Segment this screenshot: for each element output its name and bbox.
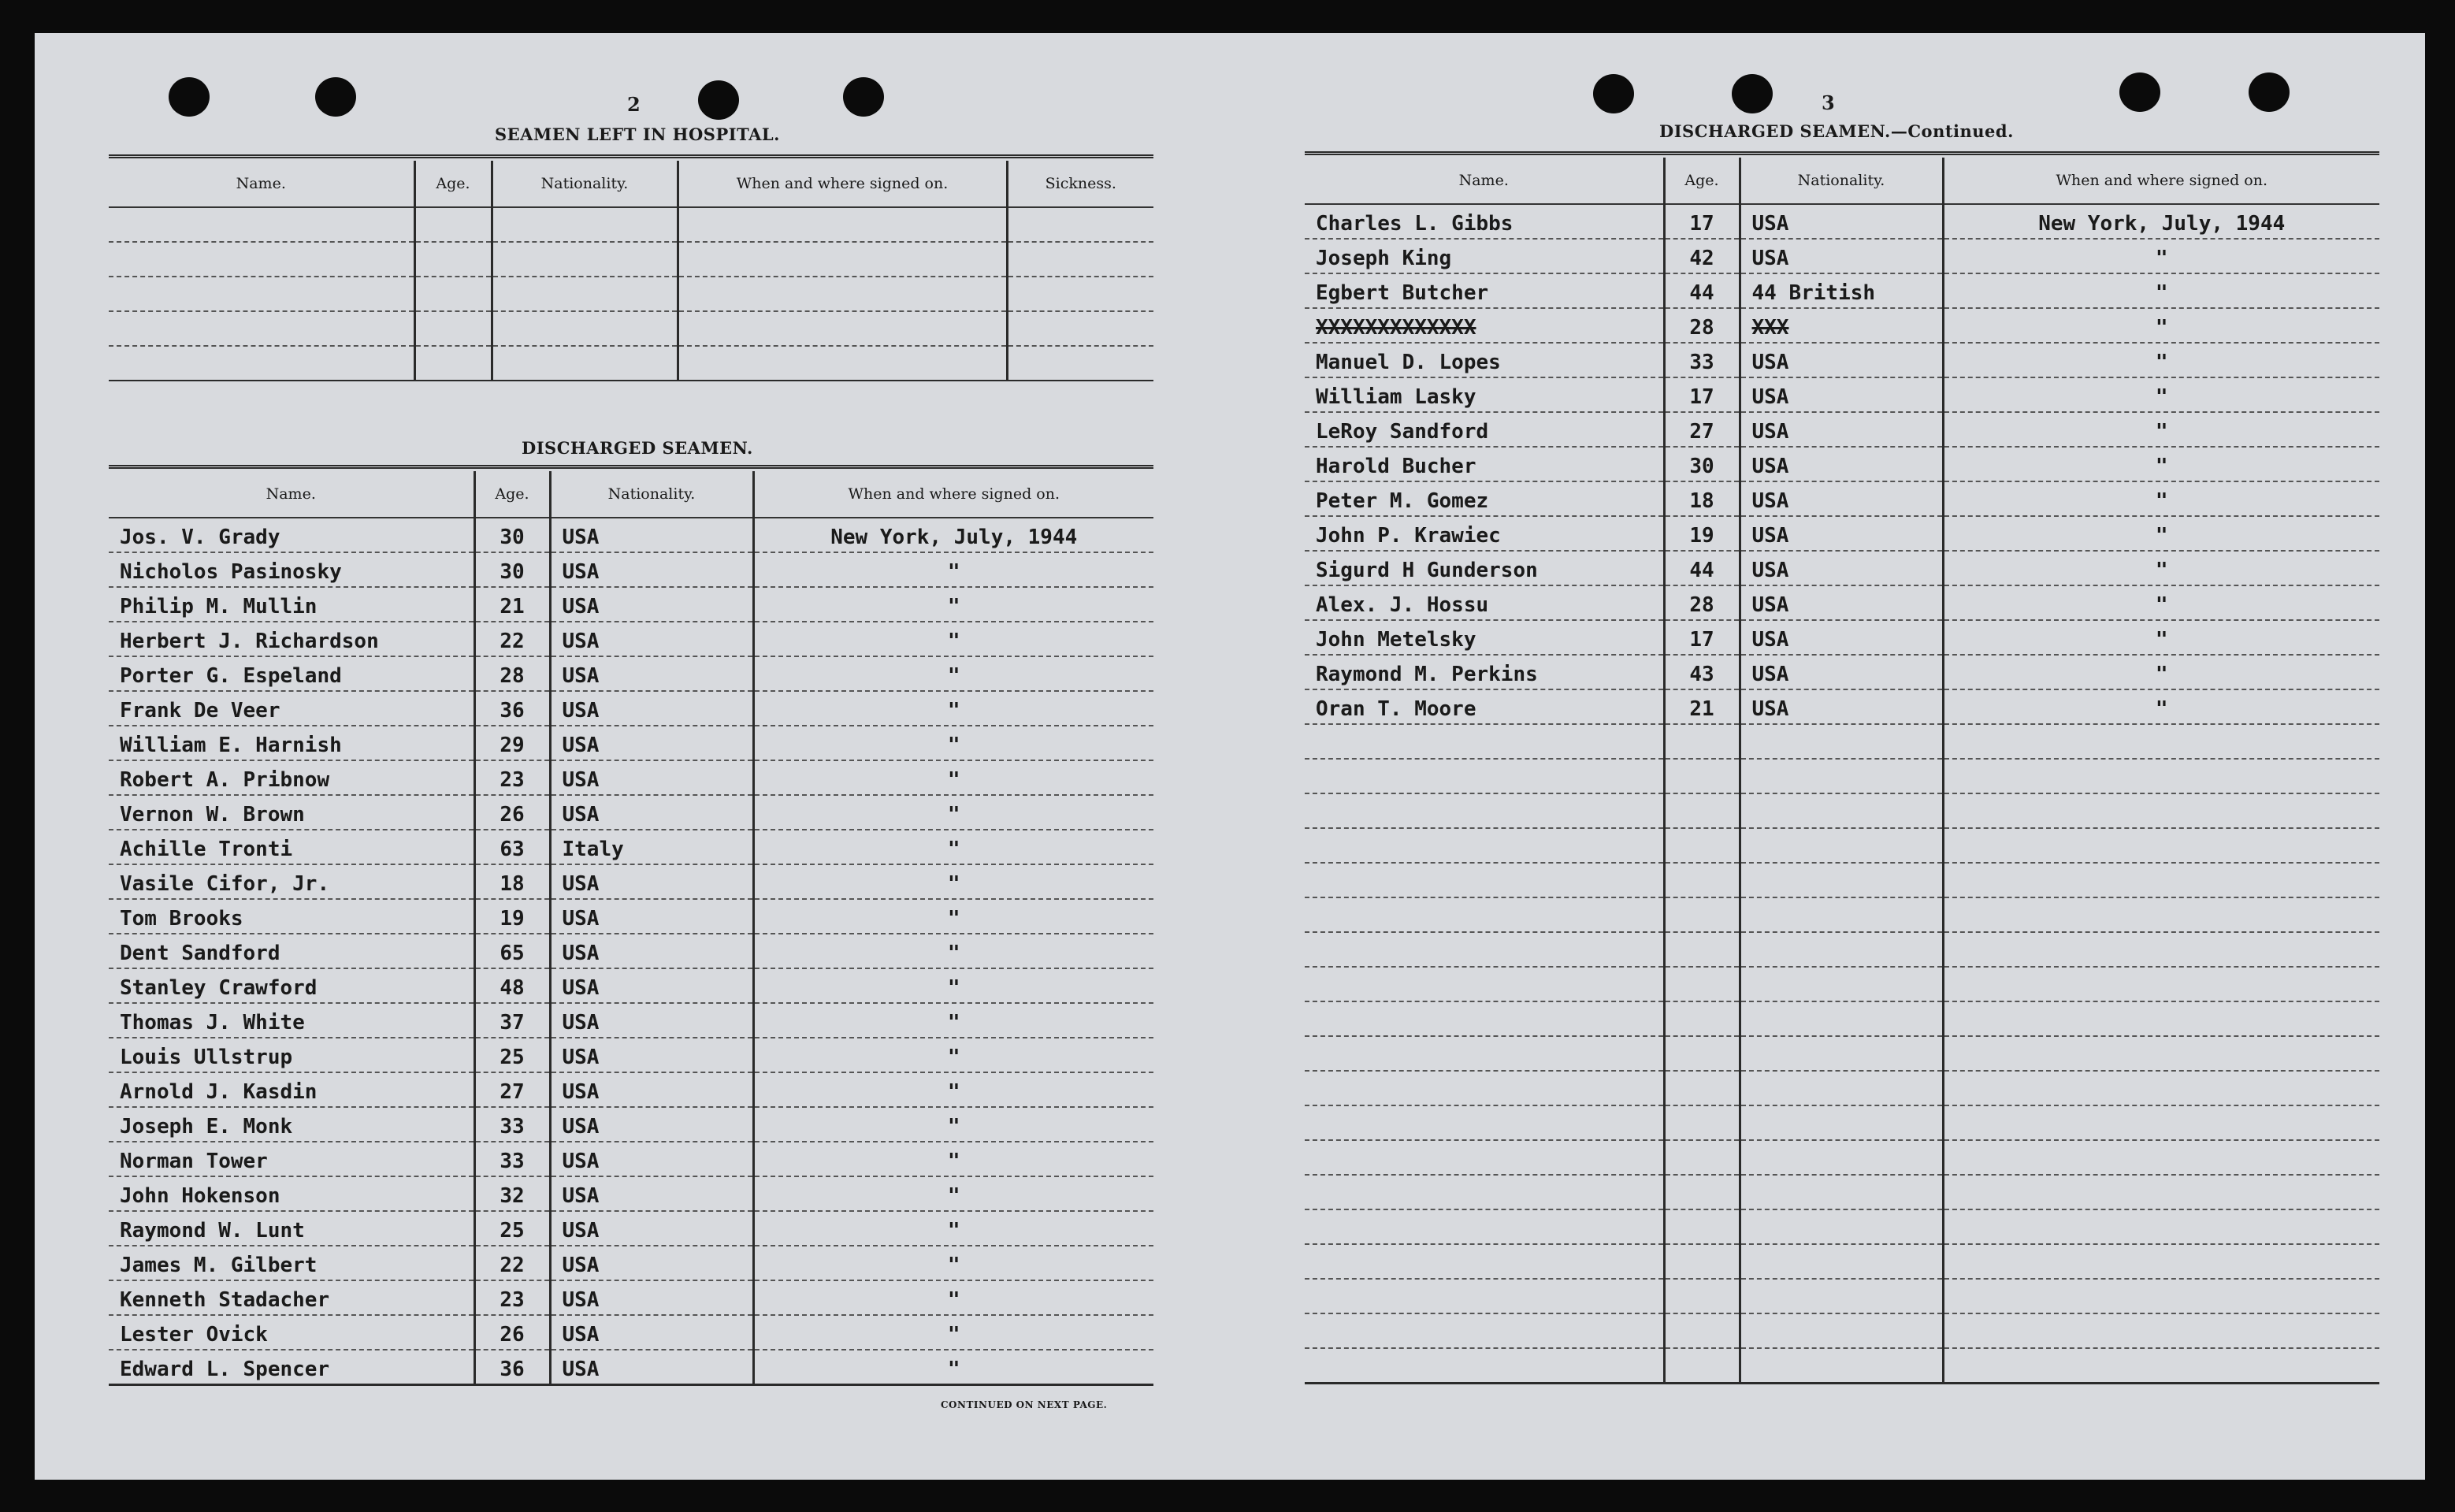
table-row [1305,447,2379,481]
ledger-sheet [35,33,2425,1480]
table-row [109,1038,1153,1072]
table-row-empty [1305,793,2379,828]
punch-hole [2119,72,2160,112]
hospital-section-title: SEAMEN LEFT IN HOSPITAL. [495,124,780,144]
seaman-age: 30 [1664,447,1740,481]
seaman-signed-on: " [753,864,1153,899]
seaman-name: Raymond M. Perkins [1305,655,1664,689]
table-row [109,1142,1153,1176]
table-row [109,587,1153,622]
seaman-name: Achille Tronti [109,830,474,864]
punch-hole [843,77,884,117]
seaman-name: Peter M. Gomez [1305,481,1664,516]
seaman-name: Joseph King [1305,239,1664,273]
table-row [109,1350,1153,1384]
table-row [1305,412,2379,447]
table-row [1305,481,2379,516]
table-row [109,691,1153,726]
seaman-age: 44 [1664,273,1740,308]
seaman-signed-on: " [753,1350,1153,1384]
column-header-sickness: Sickness. [1007,161,1153,207]
seaman-nationality: USA [1740,377,1943,412]
column-header-name: Name. [109,471,474,518]
table-row [109,726,1153,760]
seaman-age: 36 [474,691,550,726]
seaman-signed-on: " [753,1211,1153,1246]
table-row [109,864,1153,899]
seaman-nationality: USA [1740,239,1943,273]
continued-note: CONTINUED ON NEXT PAGE. [941,1399,1108,1410]
hospital-table [109,161,1153,381]
table-row [109,968,1153,1003]
seaman-nationality: USA [1740,343,1943,377]
seaman-nationality: USA [1740,620,1943,655]
table-row-empty [1305,1001,2379,1036]
seaman-signed-on: " [1943,273,2379,308]
seaman-age: 19 [1664,516,1740,551]
column-header-nationality: Nationality. [550,471,753,518]
seaman-signed-on: " [1943,516,2379,551]
seaman-name: Harold Bucher [1305,447,1664,481]
seaman-age: 32 [474,1176,550,1211]
seaman-age: 21 [474,587,550,622]
table-row-empty [1305,1244,2379,1279]
table-row-empty [1305,724,2379,759]
punch-hole [1732,74,1773,113]
seaman-nationality: USA [550,760,753,795]
seaman-name: Kenneth Stadacher [109,1280,474,1315]
table-row-empty [1305,897,2379,932]
table-row-empty [109,277,1153,311]
seaman-nationality: USA [550,1315,753,1350]
seaman-signed-on: " [753,552,1153,587]
seaman-signed-on: " [753,587,1153,622]
seaman-age: 28 [474,656,550,691]
seaman-age: 30 [474,552,550,587]
table-row [1305,551,2379,585]
seaman-name: John Hokenson [109,1176,474,1211]
discharged-section-title: DISCHARGED SEAMEN. [522,438,753,458]
seaman-age: 42 [1664,239,1740,273]
seaman-signed-on: " [1943,377,2379,412]
seaman-name: Raymond W. Lunt [109,1211,474,1246]
seaman-age: 65 [474,934,550,968]
seaman-nationality: USA [550,1003,753,1038]
table-row [109,830,1153,864]
seaman-nationality: USA [550,1038,753,1072]
seaman-nationality: Italy [550,830,753,864]
table-row [109,795,1153,830]
seaman-name: William E. Harnish [109,726,474,760]
seaman-nationality: USA [550,1142,753,1176]
seaman-nationality: USA [550,1350,753,1384]
seaman-nationality: USA [1740,585,1943,620]
seaman-nationality: USA [1740,447,1943,481]
seaman-nationality: USA [1740,689,1943,724]
discharged-table-left [109,471,1153,1386]
table-row [1305,204,2379,239]
seaman-name: Joseph E. Monk [109,1107,474,1142]
seaman-signed-on: " [1943,585,2379,620]
seaman-age: 23 [474,760,550,795]
seaman-age: 21 [1664,689,1740,724]
seaman-name: Herbert J. Richardson [109,622,474,656]
page-number-right: 3 [1822,91,1835,114]
table-row-empty [109,207,1153,242]
seaman-signed-on: " [753,1280,1153,1315]
seaman-signed-on: " [753,830,1153,864]
table-row-empty [1305,1140,2379,1175]
seaman-nationality: USA [550,691,753,726]
seaman-nationality: USA [1740,204,1943,239]
seaman-name: Dent Sandford [109,934,474,968]
seaman-nationality: USA [1740,551,1943,585]
seaman-signed-on: " [753,656,1153,691]
table-row [109,1003,1153,1038]
seaman-age: 36 [474,1350,550,1384]
seaman-signed-on: " [753,968,1153,1003]
seaman-name: Egbert Butcher [1305,273,1664,308]
discharged-continued-title: DISCHARGED SEAMEN.—Continued. [1659,121,2014,141]
punch-hole [2249,72,2290,112]
table-row [109,1315,1153,1350]
table-row [1305,689,2379,724]
seaman-age: 44 [1664,551,1740,585]
seaman-age: 26 [474,1315,550,1350]
seaman-age: 33 [474,1142,550,1176]
seaman-nationality: USA [550,934,753,968]
column-header-nationality: Nationality. [492,161,678,207]
table-row [1305,377,2379,412]
table-row-empty [109,346,1153,381]
seaman-name: Stanley Crawford [109,968,474,1003]
table-row [109,552,1153,587]
divider [109,154,1153,158]
table-row [1305,585,2379,620]
seaman-nationality: USA [550,795,753,830]
seaman-age: 27 [474,1072,550,1107]
table-row-empty [1305,1036,2379,1071]
seaman-signed-on: " [1943,689,2379,724]
table-row [1305,273,2379,308]
seaman-name: Arnold J. Kasdin [109,1072,474,1107]
seaman-name: James M. Gilbert [109,1246,474,1280]
seaman-name: Lester Ovick [109,1315,474,1350]
table-row-empty [109,311,1153,346]
table-row [109,1211,1153,1246]
seaman-signed-on: " [753,1315,1153,1350]
seaman-name: Frank De Veer [109,691,474,726]
table-header-row [109,471,1153,518]
punch-hole [169,77,210,117]
table-row-empty [1305,828,2379,863]
seaman-name: Thomas J. White [109,1003,474,1038]
table-row [109,518,1153,552]
seaman-age: 26 [474,795,550,830]
seaman-name: Alex. J. Hossu [1305,585,1664,620]
punch-hole [1593,74,1634,113]
table-row [109,622,1153,656]
seaman-age: 30 [474,518,550,552]
column-header-age: Age. [1664,158,1740,204]
seaman-signed-on: " [753,726,1153,760]
seaman-signed-on: " [753,899,1153,934]
seaman-nationality: USA [550,1107,753,1142]
seaman-nationality: USA [550,552,753,587]
seaman-name: Norman Tower [109,1142,474,1176]
seaman-nationality: USA [550,864,753,899]
seaman-signed-on: " [753,760,1153,795]
seaman-age: 27 [1664,412,1740,447]
table-row-empty [1305,967,2379,1001]
seaman-nationality: USA [550,1211,753,1246]
table-row-empty [1305,1175,2379,1209]
seaman-signed-on: " [753,1003,1153,1038]
seaman-signed-on: " [1943,308,2379,343]
table-row-empty [1305,1209,2379,1244]
seaman-name: Edward L. Spencer [109,1350,474,1384]
seaman-signed-on: " [753,622,1153,656]
seaman-signed-on: " [1943,481,2379,516]
table-row [109,1072,1153,1107]
seaman-name: Oran T. Moore [1305,689,1664,724]
seaman-nationality: USA [1740,516,1943,551]
seaman-age: 23 [474,1280,550,1315]
column-header-age: Age. [414,161,492,207]
seaman-nationality: USA [550,1072,753,1107]
column-header-age: Age. [474,471,550,518]
seaman-name: Nicholos Pasinosky [109,552,474,587]
seaman-nationality: 44 British [1740,273,1943,308]
seaman-name: Robert A. Pribnow [109,760,474,795]
table-header-row [109,161,1153,207]
seaman-signed-on: " [1943,551,2379,585]
seaman-age: 63 [474,830,550,864]
seaman-signed-on: " [753,1246,1153,1280]
seaman-nationality: USA [1740,412,1943,447]
seaman-signed-on: " [753,1142,1153,1176]
seaman-age: 33 [1664,343,1740,377]
table-row [1305,620,2379,655]
table-row [1305,308,2379,343]
seaman-name: Porter G. Espeland [109,656,474,691]
seaman-name: Vasile Cifor, Jr. [109,864,474,899]
seaman-age: 18 [1664,481,1740,516]
table-row-empty [1305,1313,2379,1348]
seaman-age: 37 [474,1003,550,1038]
table-row [109,899,1153,934]
seaman-signed-on: " [1943,239,2379,273]
divider [109,465,1153,469]
seaman-age: 28 [1664,585,1740,620]
table-row [1305,239,2379,273]
column-header-signed-on: When and where signed on. [753,471,1153,518]
discharged-table-right [1305,158,2379,1384]
seaman-age: 48 [474,968,550,1003]
seaman-nationality: USA [550,518,753,552]
seaman-age: 17 [1664,620,1740,655]
table-row [109,934,1153,968]
seaman-nationality: USA [550,1176,753,1211]
column-header-name: Name. [1305,158,1664,204]
table-row [1305,343,2379,377]
table-row-empty [1305,1105,2379,1140]
table-row-empty [1305,932,2379,967]
table-row-empty [1305,1071,2379,1105]
seaman-nationality: USA [1740,655,1943,689]
table-row [109,1246,1153,1280]
seaman-age: 19 [474,899,550,934]
table-row-empty [1305,1279,2379,1313]
seaman-age: 33 [474,1107,550,1142]
seaman-name: Jos. V. Grady [109,518,474,552]
seaman-signed-on: New York, July, 1944 [1943,204,2379,239]
seaman-signed-on: " [1943,620,2379,655]
seaman-name: LeRoy Sandford [1305,412,1664,447]
seaman-signed-on: " [1943,412,2379,447]
seaman-age: 22 [474,1246,550,1280]
seaman-name: John P. Krawiec [1305,516,1664,551]
seaman-name: Sigurd H Gunderson [1305,551,1664,585]
seaman-name: William Lasky [1305,377,1664,412]
seaman-signed-on: " [753,1176,1153,1211]
seaman-age: 29 [474,726,550,760]
divider [1305,151,2379,155]
seaman-signed-on: " [753,1038,1153,1072]
table-row-empty [1305,863,2379,897]
table-row [1305,516,2379,551]
column-header-signed-on: When and where signed on. [678,161,1007,207]
table-row-empty [1305,1348,2379,1383]
punch-hole [698,80,739,120]
seaman-signed-on: " [753,691,1153,726]
seaman-age: 25 [474,1211,550,1246]
seaman-age: 25 [474,1038,550,1072]
seaman-age: 28 [1664,308,1740,343]
table-row [109,1280,1153,1315]
seaman-nationality: USA [1740,481,1943,516]
seaman-name: Charles L. Gibbs [1305,204,1664,239]
seaman-signed-on: " [753,795,1153,830]
seaman-age: 18 [474,864,550,899]
seaman-signed-on: " [1943,343,2379,377]
seaman-signed-on: " [753,1107,1153,1142]
table-row [109,1107,1153,1142]
seaman-nationality: USA [550,587,753,622]
table-row-empty [109,242,1153,277]
seaman-name: Philip M. Mullin [109,587,474,622]
seaman-nationality: USA [550,1246,753,1280]
seaman-name: Vernon W. Brown [109,795,474,830]
seaman-nationality: USA [550,899,753,934]
table-row [109,760,1153,795]
seaman-name: Manuel D. Lopes [1305,343,1664,377]
seaman-nationality: USA [550,968,753,1003]
punch-hole [315,77,356,117]
table-row [109,656,1153,691]
seaman-signed-on: " [1943,447,2379,481]
seaman-name: Tom Brooks [109,899,474,934]
seaman-nationality: USA [550,622,753,656]
seaman-nationality: USA [550,1280,753,1315]
column-header-name: Name. [109,161,414,207]
seaman-signed-on: " [753,934,1153,968]
seaman-signed-on: " [1943,655,2379,689]
seaman-signed-on: " [753,1072,1153,1107]
seaman-age: 17 [1664,204,1740,239]
seaman-signed-on: New York, July, 1944 [753,518,1153,552]
seaman-nationality: XXX [1740,308,1943,343]
table-header-row [1305,158,2379,204]
page-number-left: 2 [627,93,641,116]
table-row [109,1176,1153,1211]
seaman-age: 17 [1664,377,1740,412]
seaman-name: John Metelsky [1305,620,1664,655]
seaman-nationality: USA [550,726,753,760]
seaman-age: 43 [1664,655,1740,689]
table-row-empty [1305,759,2379,793]
seaman-nationality: USA [550,656,753,691]
seaman-name: XXXXXXXXXXXXX [1305,308,1664,343]
seaman-age: 22 [474,622,550,656]
column-header-signed-on: When and where signed on. [1943,158,2379,204]
column-header-nationality: Nationality. [1740,158,1943,204]
table-row [1305,655,2379,689]
seaman-name: Louis Ullstrup [109,1038,474,1072]
